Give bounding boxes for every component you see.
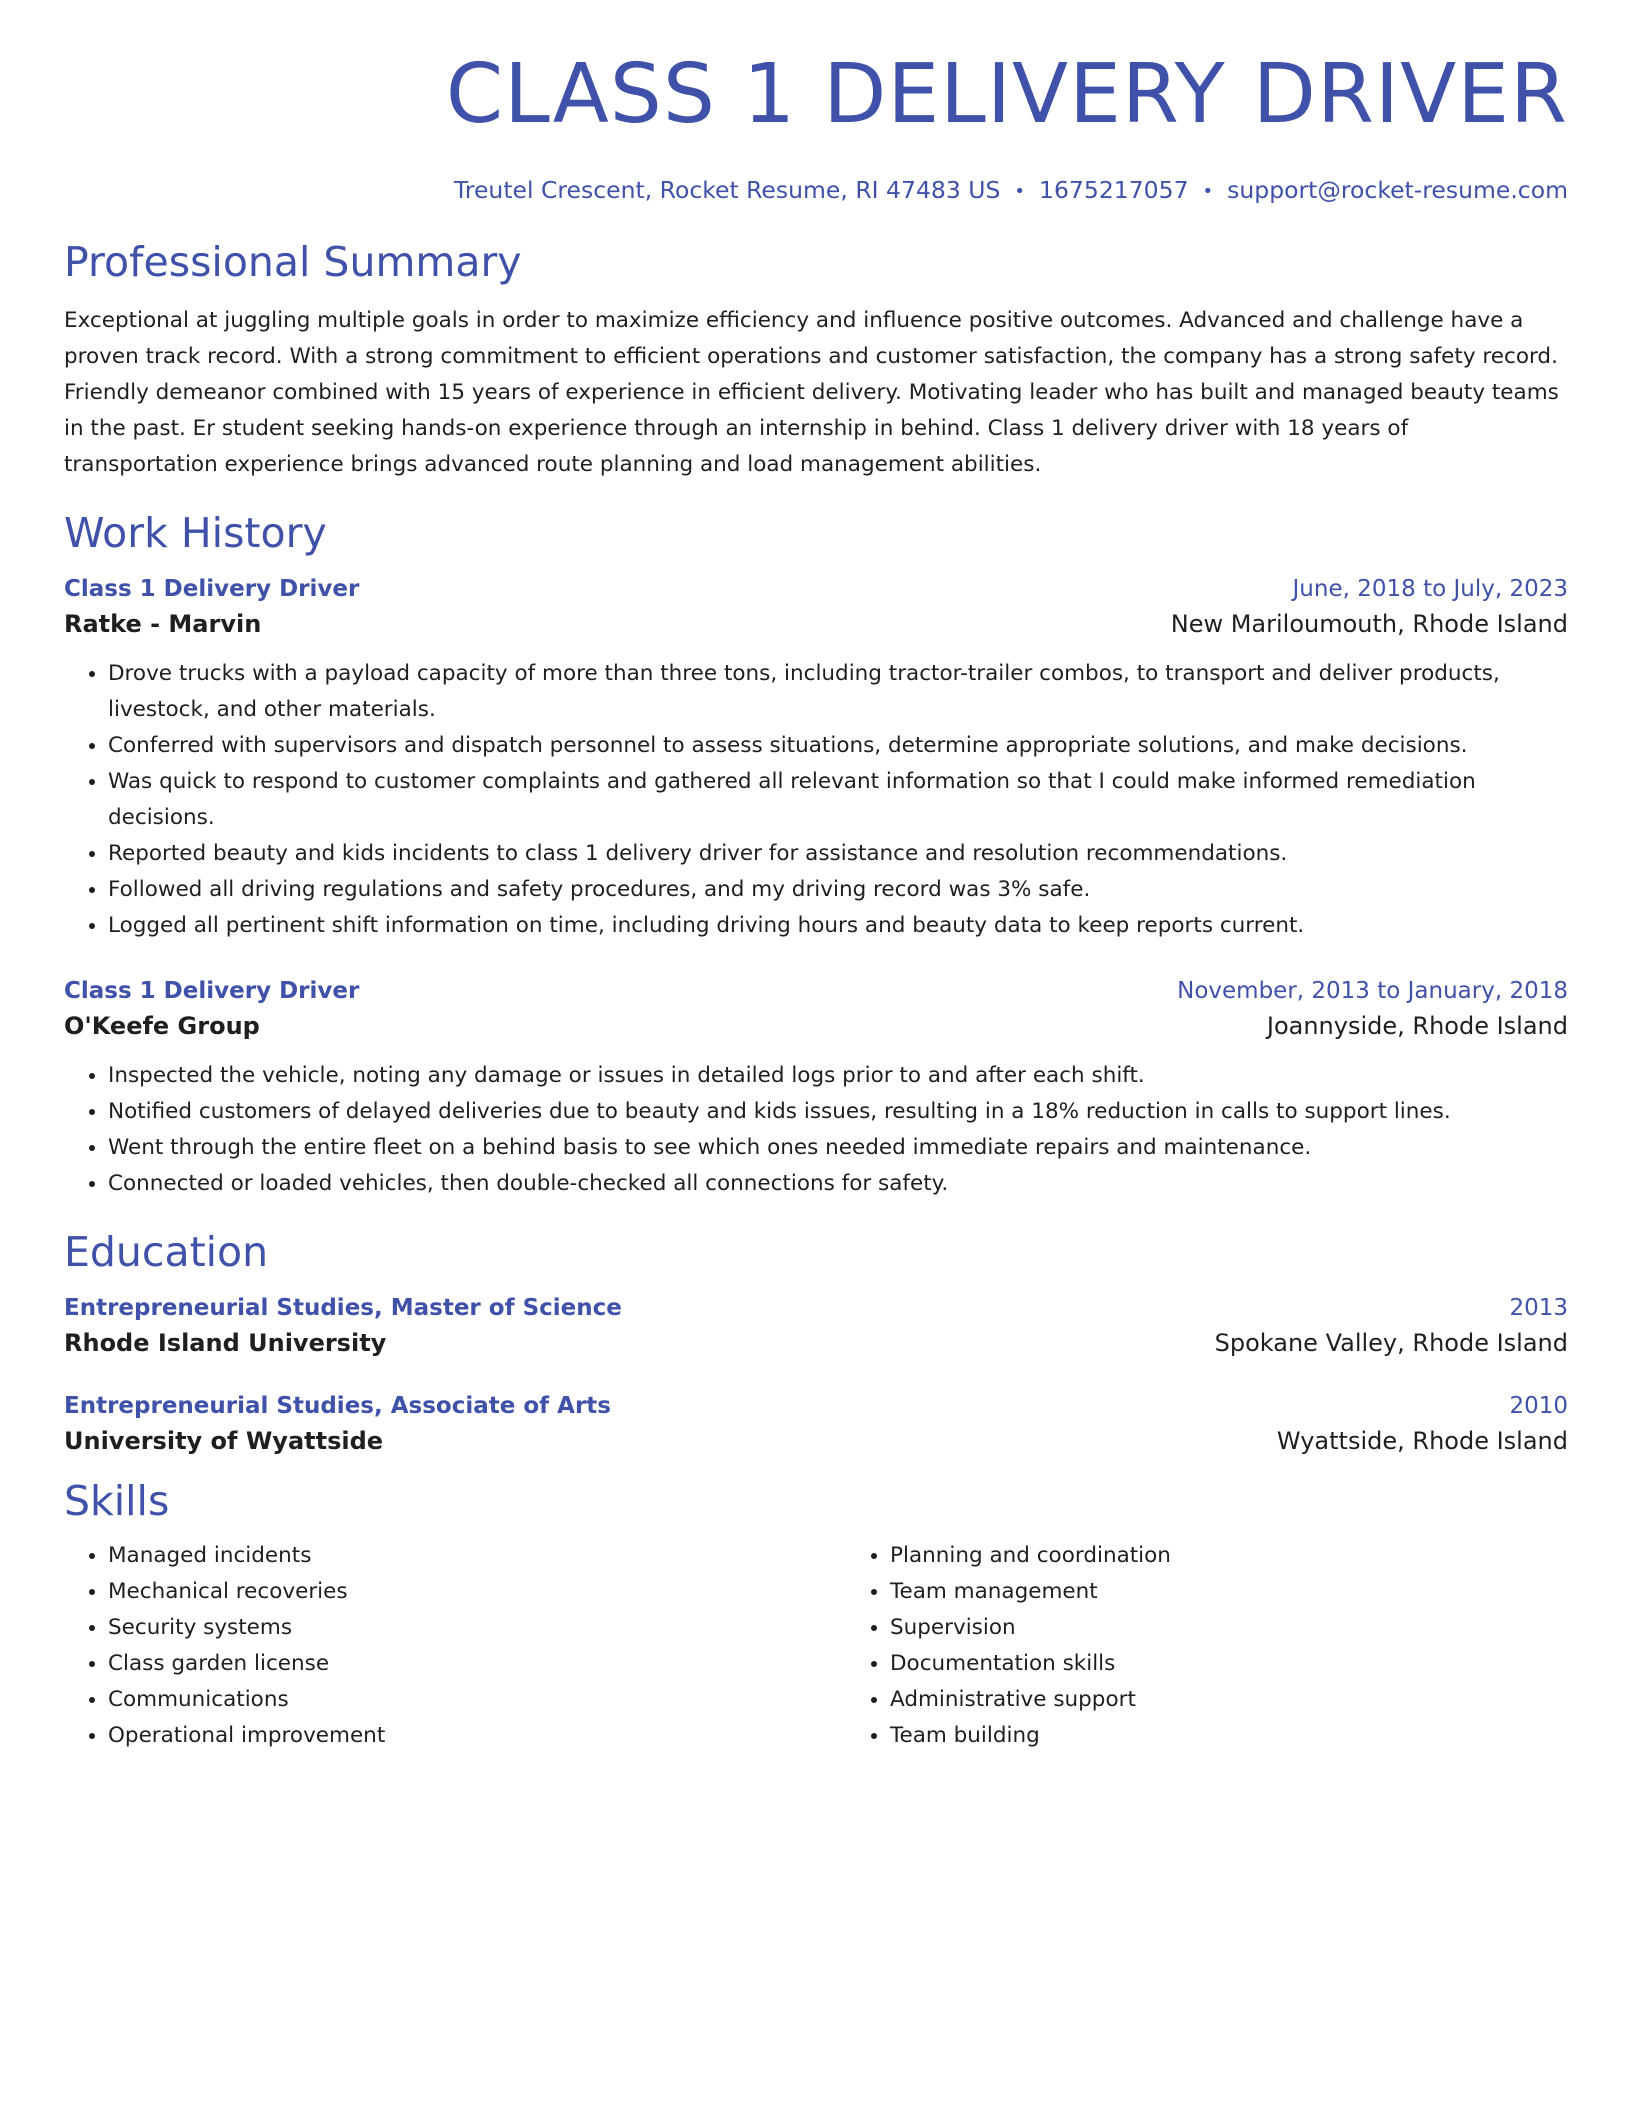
list-item: • Class garden license: [108, 1646, 846, 1682]
contact-email: support@rocket-resume.com: [1227, 176, 1568, 204]
list-item: • Team building: [890, 1718, 1568, 1754]
list-item: • Followed all driving regulations and safety procedures, and my driving record was 3% safe.: [108, 872, 1568, 908]
list-item: • Supervision: [890, 1610, 1568, 1646]
section-title-education: Education: [64, 1228, 269, 1277]
education-year: 2013: [1509, 1295, 1568, 1322]
education-location: Wyattside, Rhode Island: [1276, 1427, 1568, 1456]
list-item: • Mechanical recoveries: [108, 1574, 846, 1610]
contact-phone: 1675217057: [1039, 176, 1189, 204]
list-item: • Conferred with supervisors and dispatch personnel to assess situations, determine appropriate solutions, and make decisions.: [108, 728, 1568, 764]
education-location: Spokane Valley, Rhode Island: [1214, 1329, 1568, 1358]
job-subheader-row: [64, 1012, 1568, 1040]
job-location: New Mariloumouth, Rhode Island: [1170, 610, 1568, 639]
list-item: • Reported beauty and kids incidents to class 1 delivery driver for assistance and resolution recommendations.: [108, 836, 1568, 872]
list-item: • Communications: [108, 1682, 846, 1718]
list-item: • Inspected the vehicle, noting any damage or issues in detailed logs prior to and after each shift.: [108, 1058, 1568, 1094]
section-title-summary: Professional Summary: [64, 238, 522, 286]
list-item: • Connected or loaded vehicles, then double-checked all connections for safety.: [108, 1166, 1568, 1202]
job-bullet-list: [64, 1058, 1568, 1202]
contact-address: Treutel Crescent, Rocket Resume, RI 47483 US: [453, 176, 1001, 204]
skills-section: [64, 1479, 1568, 1754]
skills-list-right: [846, 1538, 1568, 1754]
separator-dot: •: [1014, 181, 1026, 202]
list-item: • Logged all pertinent shift information on time, including driving hours and beauty data to keep reports current.: [108, 908, 1568, 944]
education-entry: [64, 1295, 1568, 1357]
summary-text: Exceptional at juggling multiple goals in order to maximize efficiency and influence positive outcomes. Advanced and challenge have a proven track record. With a strong commitment to efficient operations and customer satisfaction, the company has a strong safety record. Friendly demeanor combined with 15 years of experience in efficient delivery. Motivating leader who has built and managed beauty teams in the past. Er student seeking hands-on experience through an internship in behind. Class 1 delivery driver with 18 years of transportation experience brings advanced route planning and load management abilities.: [64, 308, 1559, 478]
education-school: Rhode Island University: [64, 1329, 387, 1358]
list-item: • Went through the entire fleet on a behind basis to see which ones needed immediate repairs and maintenance.: [108, 1130, 1568, 1166]
education-school: University of Wyattside: [64, 1427, 384, 1456]
job-company: O'Keefe Group: [64, 1012, 260, 1041]
list-item: • Planning and coordination: [890, 1538, 1568, 1574]
list-item: • Notified customers of delayed deliveries due to beauty and kids issues, resulting in a 18% reduction in calls to support lines.: [108, 1094, 1568, 1130]
education-degree: Entrepreneurial Studies, Master of Science: [64, 1295, 622, 1322]
list-item: • Security systems: [108, 1610, 846, 1646]
education-degree: Entrepreneurial Studies, Associate of Arts: [64, 1393, 611, 1420]
education-header-row: [64, 1295, 1568, 1321]
resume-header: [64, 0, 1568, 204]
job-dates: June, 2018 to July, 2023: [1292, 576, 1568, 603]
section-title-work-history: Work History: [64, 509, 327, 558]
candidate-title: CLASS 1 DELIVERY DRIVER: [445, 47, 1568, 142]
list-item: • Managed incidents: [108, 1538, 846, 1574]
job-entry: [64, 576, 1568, 944]
job-position: Class 1 Delivery Driver: [64, 576, 360, 603]
work-history-section: [64, 511, 1568, 1202]
education-section: [64, 1230, 1568, 1455]
job-header-row: [64, 978, 1568, 1004]
list-item: • Was quick to respond to customer complaints and gathered all relevant information so that I could make informed remediation decisions.: [108, 764, 1568, 836]
job-header-row: [64, 576, 1568, 602]
job-position: Class 1 Delivery Driver: [64, 978, 360, 1005]
education-year: 2010: [1509, 1393, 1568, 1420]
job-entry: [64, 978, 1568, 1202]
contact-line: [64, 176, 1568, 204]
education-header-row: [64, 1393, 1568, 1419]
separator-dot: •: [1202, 181, 1214, 202]
list-item: • Team management: [890, 1574, 1568, 1610]
list-item: • Administrative support: [890, 1682, 1568, 1718]
education-subheader-row: [64, 1427, 1568, 1455]
list-item: • Operational improvement: [108, 1718, 846, 1754]
skills-columns: [64, 1538, 1568, 1754]
section-title-skills: Skills: [64, 1477, 170, 1526]
education-entry: [64, 1393, 1568, 1455]
skills-list-left: [64, 1538, 846, 1754]
job-dates: November, 2013 to January, 2018: [1177, 978, 1568, 1005]
job-bullet-list: [64, 656, 1568, 944]
list-item: • Documentation skills: [890, 1646, 1568, 1682]
job-subheader-row: [64, 610, 1568, 638]
job-location: Joannyside, Rhode Island: [1266, 1012, 1568, 1041]
education-subheader-row: [64, 1329, 1568, 1357]
job-company: Ratke - Marvin: [64, 610, 262, 639]
summary-section: [64, 240, 1568, 483]
list-item: • Drove trucks with a payload capacity of more than three tons, including tractor-trailer combos, to transport and deliver products, livestock, and other materials.: [108, 656, 1568, 728]
